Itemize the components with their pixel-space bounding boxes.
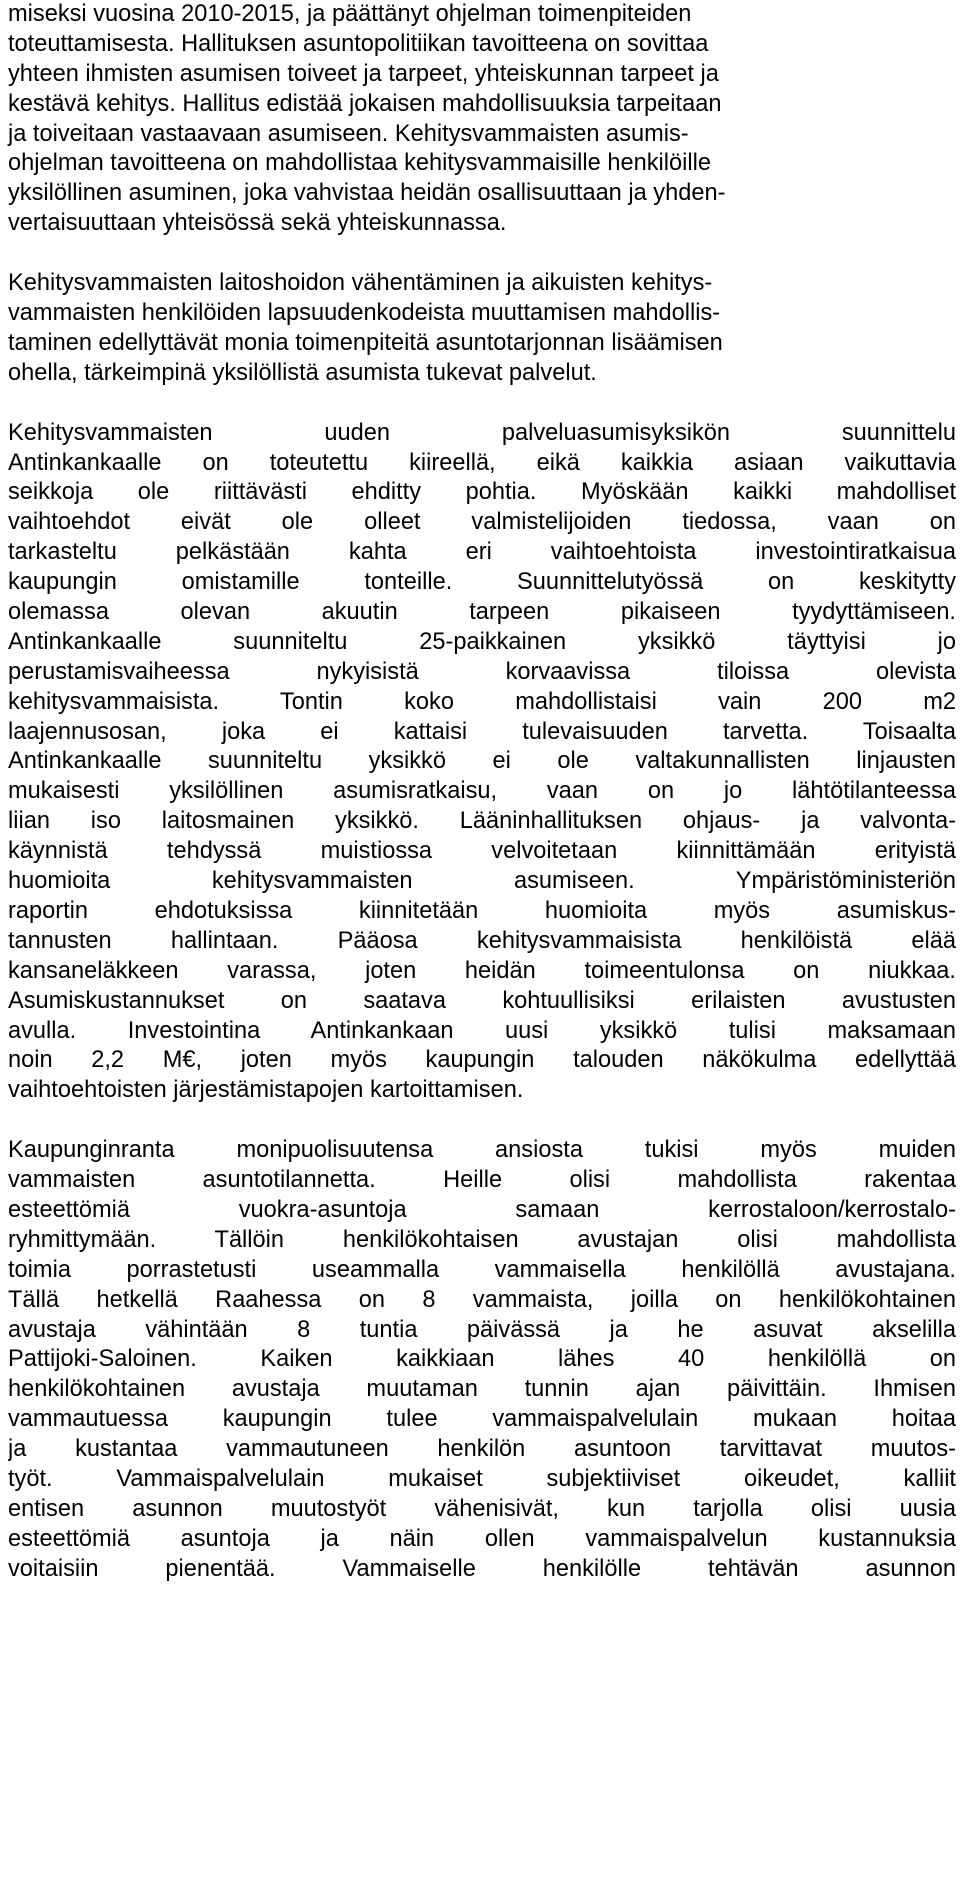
text-line: liian iso laitosmainen yksikkö. Lääninhallituksen ohjaus- ja valvonta- (8, 808, 956, 835)
text-line: käynnistä tehdyssä muistiossa velvoitetaan kiinnittämään erityistä (8, 838, 956, 865)
paragraph-kaupunginranta (8, 1136, 956, 1584)
paragraph-spacer (8, 239, 956, 269)
text-line: huomioita kehitysvammaisten asumiseen. Ympäristöministeriön (8, 868, 956, 895)
text-line: Kehitysvammaisten uuden palveluasumisyksikön suunnittelu (8, 419, 956, 446)
text-line: tarkasteltu pelkästään kahta eri vaihtoehtoista investointiratkaisua (8, 539, 956, 566)
text-line: Tällä hetkellä Raahessa on 8 vammaista, joilla on henkilökohtainen (8, 1286, 956, 1313)
text-line: seikkoja ole riittävästi ehditty pohtia. Myöskään kaikki mahdolliset (8, 479, 956, 506)
text-line: vammautuessa kaupungin tulee vammaispalvelulain mukaan hoitaa (8, 1406, 956, 1433)
text-line: yhteen ihmisten asumisen toiveet ja tarpeet, yhteiskunnan tarpeet ja (8, 60, 719, 87)
text-line: voitaisiin pienentää. Vammaiselle henkilölle tehtävän asunnon (8, 1555, 956, 1582)
text-line: ryhmittymään. Tällöin henkilökohtaisen avustajan olisi mahdollista (8, 1226, 956, 1253)
text-line: vammaisten henkilöiden lapsuudenkodeista muuttamisen mahdollis- (8, 300, 721, 327)
text-line: perustamisvaiheessa nykyisistä korvaavissa tiloissa olevista (8, 658, 956, 685)
text-line: esteettömiä vuokra-asuntoja samaan kerrostaloon/kerrostalo- (8, 1196, 956, 1223)
paragraph-spacer (8, 1106, 956, 1136)
text-line: Kehitysvammaisten laitoshoidon vähentäminen ja aikuisten kehitys- (8, 270, 713, 297)
text-line: Antinkankaalle on toteutettu kiireellä, eikä kaikkia asiaan vaikuttavia (8, 449, 956, 476)
paragraph-spacer (8, 389, 956, 419)
text-line: miseksi vuosina 2010-2015, ja päättänyt ohjelman toimenpiteiden (8, 1, 692, 27)
text-line: raportin ehdotuksissa kiinnitetään huomioita myös asumiskus- (8, 897, 956, 924)
text-line: laajennusosan, joka ei kattaisi tulevaisuuden tarvetta. Toisaalta (8, 718, 956, 745)
text-line: Antinkankaalle suunniteltu yksikkö ei ole valtakunnallisten linjausten (8, 748, 956, 775)
text-line: ohjelman tavoitteena on mahdollistaa kehitysvammaisille henkilöille (8, 150, 711, 177)
text-line: Pattijoki-Saloinen. Kaiken kaikkiaan lähes 40 henkilöllä on (8, 1346, 956, 1373)
text-line: ja toiveitaan vastaavaan asumiseen. Kehitysvammaisten asumis- (8, 120, 689, 147)
text-line: ohella, tärkeimpinä yksilöllistä asumista tukevat palvelut. (8, 359, 597, 386)
text-line: vertaisuuttaan yhteisössä sekä yhteiskunnassa. (8, 210, 507, 237)
text-line: toimia porrastetusti useammalla vammaisella henkilöllä avustajana. (8, 1256, 956, 1283)
text-line: mukaisesti yksilöllinen asumisratkaisu, vaan on jo lähtötilanteessa (8, 778, 956, 805)
text-line: tannusten hallintaan. Pääosa kehitysvammaisista henkilöistä elää (8, 927, 956, 954)
document-page (8, 0, 956, 1585)
text-line: esteettömiä asuntoja ja näin ollen vammaispalvelun kustannuksia (8, 1525, 956, 1552)
text-line: avulla. Investointina Antinkankaan uusi yksikkö tulisi maksamaan (8, 1017, 956, 1044)
text-line: ja kustantaa vammautuneen henkilön asuntoon tarvittavat muutos- (8, 1436, 956, 1463)
text-line: avustaja vähintään 8 tuntia päivässä ja he asuvat akselilla (8, 1316, 956, 1343)
paragraph-housing-policy (8, 0, 956, 239)
text-line: toteuttamisesta. Hallituksen asuntopolitiikan tavoitteena on sovittaa (8, 30, 709, 57)
text-line: Asumiskustannukset on saatava kohtuullisiksi erilaisten avustusten (8, 987, 956, 1014)
text-line: työt. Vammaispalvelulain mukaiset subjektiiviset oikeudet, kalliit (8, 1465, 956, 1492)
text-line: Antinkankaalle suunniteltu 25-paikkainen yksikkö täyttyisi jo (8, 628, 956, 655)
paragraph-antinkangas-unit (8, 419, 956, 1106)
text-line: kansaneläkkeen varassa, joten heidän toimeentulonsa on niukkaa. (8, 957, 956, 984)
text-line: yksilöllinen asuminen, joka vahvistaa heidän osallisuuttaan ja yhden- (8, 180, 726, 207)
text-line: olemassa olevan akuutin tarpeen pikaiseen tyydyttämiseen. (8, 599, 956, 626)
text-line: vammaisten asuntotilannetta. Heille olisi mahdollista rakentaa (8, 1167, 956, 1194)
text-line: entisen asunnon muutostyöt vähenisivät, kun tarjolla olisi uusia (8, 1495, 956, 1522)
text-line: henkilökohtainen avustaja muutaman tunnin ajan päivittäin. Ihmisen (8, 1376, 956, 1403)
text-line: Kaupunginranta monipuolisuutensa ansiosta tukisi myös muiden (8, 1137, 956, 1164)
text-line: noin 2,2 M€, joten myös kaupungin talouden näkökulma edellyttää (8, 1047, 956, 1074)
text-line: kaupungin omistamille tonteille. Suunnittelutyössä on keskitytty (8, 569, 956, 596)
text-line: vaihtoehtoisten järjestämistapojen kartoittamisen. (8, 1077, 524, 1104)
text-line: vaihtoehdot eivät ole olleet valmistelijoiden tiedossa, vaan on (8, 509, 956, 536)
text-line: kestävä kehitys. Hallitus edistää jokaisen mahdollisuuksia tarpeitaan (8, 90, 722, 117)
text-line: taminen edellyttävät monia toimenpiteitä asuntotarjonnan lisäämisen (8, 329, 723, 356)
text-line: kehitysvammaisista. Tontin koko mahdollistaisi vain 200 m2 (8, 688, 956, 715)
paragraph-institutional-care (8, 269, 956, 389)
